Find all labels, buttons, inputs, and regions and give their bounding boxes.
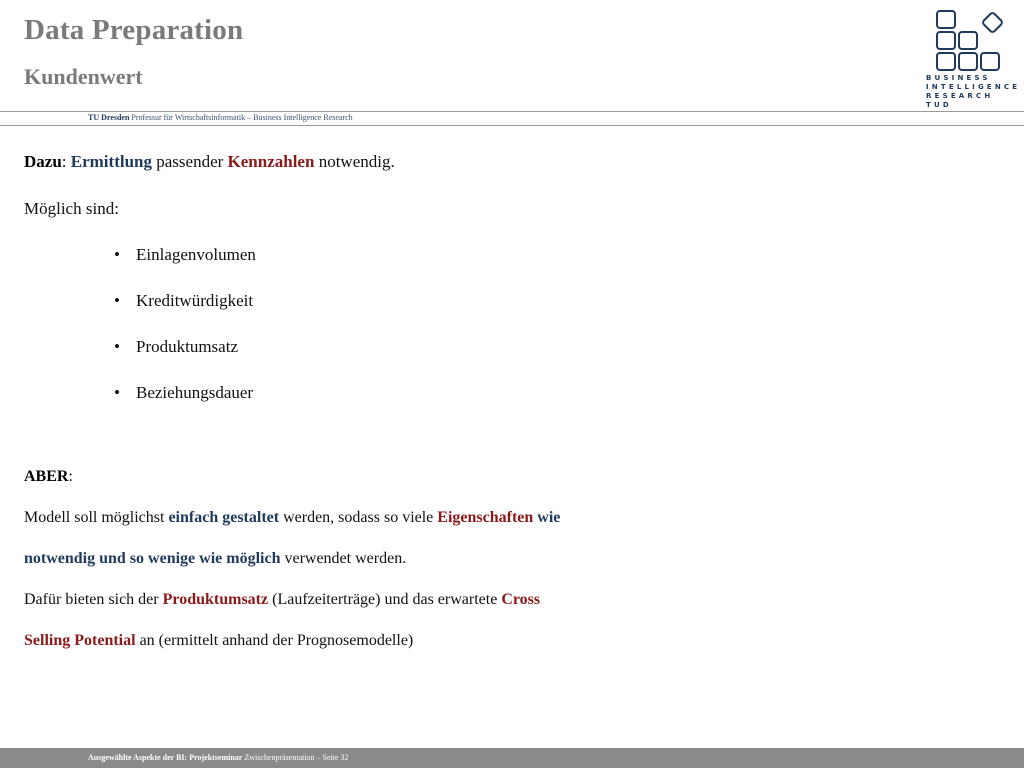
term-ermittlung: Ermittlung — [70, 152, 152, 171]
dazu-label: Dazu — [24, 152, 62, 171]
footer-bar — [0, 748, 1024, 768]
bullet-dot-icon: • — [114, 337, 120, 356]
footer-text — [88, 753, 349, 762]
aber-line — [24, 468, 73, 486]
bullet-item — [114, 245, 256, 265]
term-wie: wie — [533, 509, 561, 526]
bullet-label: Kreditwürdigkeit — [136, 291, 254, 310]
term-eigenschaften: Eigenschaften — [437, 509, 534, 526]
footer-page: Zwischenpräsentation – Seite 32 — [242, 753, 349, 762]
affiliation-line — [88, 113, 353, 122]
text-passender: passender — [152, 152, 228, 171]
logo-line-3: RESEARCH TUD — [926, 92, 994, 109]
bullet-dot-icon: • — [114, 245, 120, 264]
aber-label: ABER — [24, 468, 69, 485]
logo-text — [926, 74, 1020, 110]
text-segment: werden, sodass so viele — [279, 509, 438, 526]
term-cross: Cross — [501, 591, 541, 608]
text-notwendig: notwendig. — [314, 152, 395, 171]
term-einfach-gestaltet: einfach gestaltet — [168, 509, 280, 526]
bullet-item — [114, 291, 253, 311]
bullet-item — [114, 383, 253, 403]
text-segment: an (ermittelt anhand der Prognosemodelle) — [135, 632, 414, 649]
term-notwendig-wenige: notwendig und so wenige wie möglich — [24, 550, 281, 567]
intro-line — [24, 152, 395, 172]
bullet-label: Einlagenvolumen — [136, 245, 256, 264]
bullet-dot-icon: • — [114, 291, 120, 310]
paragraph-line-1 — [24, 509, 560, 527]
aber-colon: : — [68, 468, 73, 485]
header-divider-top — [0, 111, 1024, 112]
text-segment: (Laufzeiterträge) und das erwartete — [268, 591, 502, 608]
text-segment: Modell soll möglichst — [24, 509, 169, 526]
paragraph-line-3 — [24, 591, 540, 609]
slide-title: Data Preparation — [24, 14, 244, 46]
affiliation-chair: Professur für Wirtschaftsinformatik – Business Intelligence Research — [129, 113, 353, 122]
bullet-item — [114, 337, 238, 357]
logo-line-2: INTELLIGENCE — [926, 83, 1021, 91]
term-selling-potential: Selling Potential — [24, 632, 136, 649]
moeglich-line: Möglich sind: — [24, 199, 119, 218]
bullet-dot-icon: • — [114, 383, 120, 402]
footer-course: Ausgewählte Aspekte der BI: Projektseminar — [88, 753, 243, 762]
bullet-label: Produktumsatz — [136, 337, 238, 356]
logo-line-1: BUSINESS — [926, 74, 991, 82]
paragraph-line-2 — [24, 550, 406, 568]
text-segment: Dafür bieten sich der — [24, 591, 163, 608]
header-divider-bottom — [0, 125, 1024, 126]
term-kennzahlen: Kennzahlen — [227, 152, 315, 171]
paragraph-line-4 — [24, 632, 413, 650]
affiliation-university: TU Dresden — [88, 113, 130, 122]
slide-subtitle: Kundenwert — [24, 64, 143, 89]
text-segment: verwendet werden. — [280, 550, 407, 567]
bullet-label: Beziehungsdauer — [136, 383, 254, 402]
term-produktumsatz: Produktumsatz — [162, 591, 269, 608]
dazu-colon: : — [61, 152, 71, 171]
